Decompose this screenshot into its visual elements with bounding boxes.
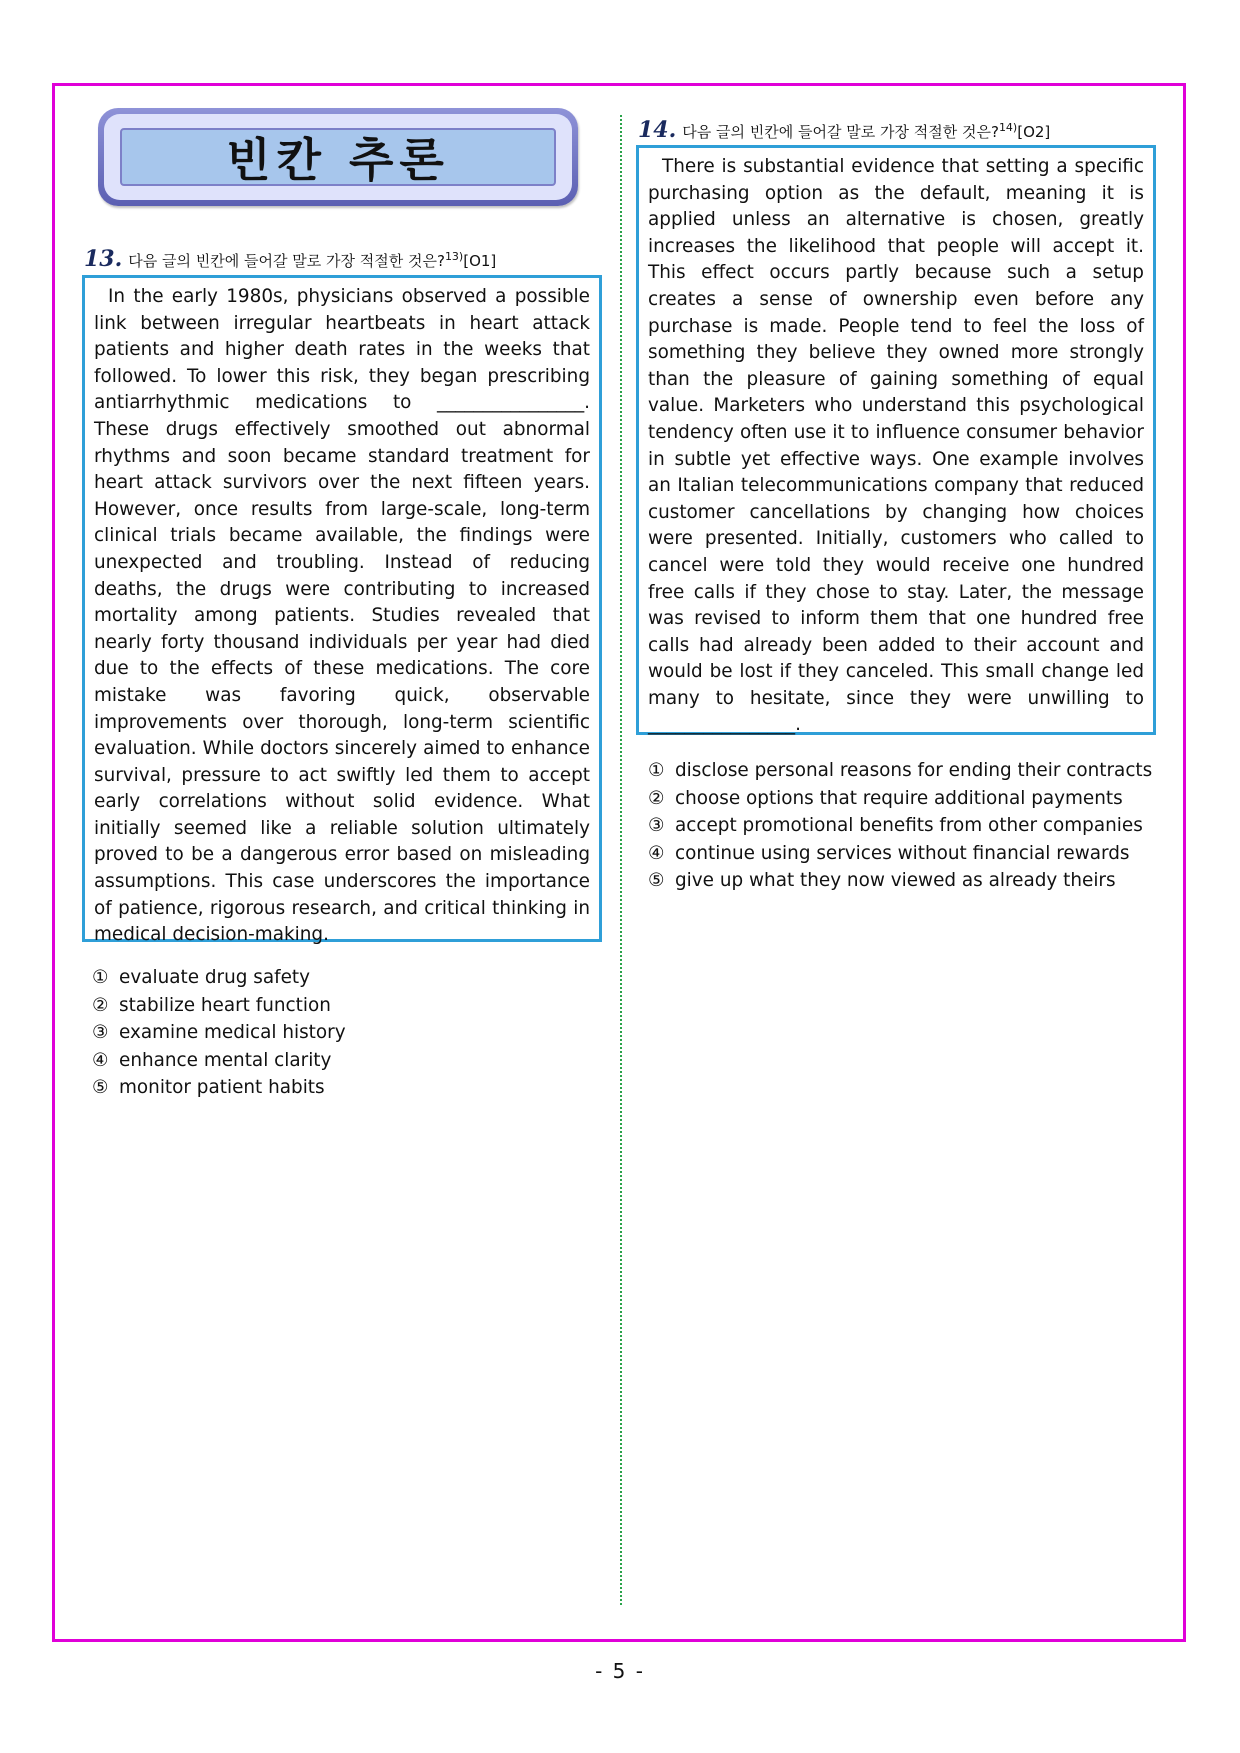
choice-5[interactable] bbox=[648, 867, 1152, 895]
choice-mark: ② bbox=[648, 787, 665, 809]
question-ref: 14) bbox=[998, 121, 1018, 134]
choice-2[interactable] bbox=[648, 785, 1152, 813]
question-number: 13. bbox=[84, 246, 123, 272]
question-prompt: 다음 글의 빈칸에 들어갈 말로 가장 적절한 것은? bbox=[128, 252, 445, 270]
question-14-header bbox=[638, 117, 1050, 143]
passage-text: There is substantial evidence that setting a specific purchasing option as the default, meaning it is applied unless an alternative is chosen, greatly increases the likelihood that people will accept it. This effect occurs partly because such a setup creates a sense of ownership even before any purchase is made. People tend to feel the loss of something they believe they owned more strongly than the pleasure of gaining something of equal value. Marketers who understand this psychological tendency often use it to influence consumer behavior in subtle yet effective ways. One example involves an Italian telecommunications company that reduced customer cancellations by changing how choices were presented. Initially, customers who called to cancel were told they would receive one hundred free calls if they chose to stay. Later, the message was revised to inform them that one hundred free calls had already been added to their account and would be lost if they canceled. This small change led many to hesitate, since they were unwilling to ________________. bbox=[648, 156, 1144, 736]
column-divider bbox=[620, 115, 622, 1605]
section-banner bbox=[98, 108, 578, 206]
question-14-passage bbox=[636, 145, 1156, 735]
choice-text: stabilize heart function bbox=[119, 994, 331, 1016]
question-13-choices bbox=[92, 964, 346, 1102]
choice-mark: ③ bbox=[648, 815, 665, 836]
choice-text: examine medical history bbox=[119, 1022, 346, 1043]
question-code: [O2] bbox=[1017, 123, 1051, 141]
choice-4[interactable] bbox=[92, 1047, 346, 1075]
choice-mark: ⑤ bbox=[648, 870, 665, 891]
question-13-header bbox=[84, 246, 496, 272]
choice-mark: ④ bbox=[648, 842, 665, 864]
choice-text: accept promotional benefits from other companies bbox=[675, 815, 1143, 836]
question-ref: 13) bbox=[444, 250, 464, 263]
choice-text: give up what they now viewed as already theirs bbox=[675, 870, 1116, 891]
choice-mark: ③ bbox=[92, 1022, 109, 1043]
choice-text: disclose personal reasons for ending their contracts bbox=[675, 760, 1153, 781]
page-number: - 5 - bbox=[595, 1659, 645, 1683]
choice-1[interactable] bbox=[648, 757, 1152, 785]
choice-text: continue using services without financial rewards bbox=[675, 842, 1130, 864]
question-code: [O1] bbox=[463, 252, 497, 270]
choice-text: monitor patient habits bbox=[119, 1077, 325, 1098]
choice-mark: ⑤ bbox=[92, 1077, 109, 1098]
choice-4[interactable] bbox=[648, 840, 1152, 868]
choice-3[interactable] bbox=[648, 812, 1152, 840]
choice-text: enhance mental clarity bbox=[119, 1049, 332, 1071]
choice-mark: ② bbox=[92, 994, 109, 1016]
choice-text: choose options that require additional payments bbox=[675, 787, 1123, 809]
question-prompt: 다음 글의 빈칸에 들어갈 말로 가장 적절한 것은? bbox=[682, 123, 999, 141]
section-title: 빈칸 추론 bbox=[226, 133, 450, 187]
choice-2[interactable] bbox=[92, 992, 346, 1020]
choice-text: evaluate drug safety bbox=[119, 967, 311, 988]
question-14-choices bbox=[648, 757, 1152, 895]
question-13-passage bbox=[82, 275, 602, 946]
passage-text: In the early 1980s, physicians observed a possible link between irregular heartbeats in heart attack patients and higher death rates in the weeks that followed. To lower this risk, they began prescribing antiarrhythmic medications to ________________. These drugs effectively smoothed out abnormal rhythms and soon became standard treatment for heart attack survivors over the next fifteen years. However, once results from large-scale, long-term clinical trials became available, the findings were unexpected and troubling. Instead of reducing deaths, the drugs were contributing to increased mortality among patients. Studies revealed that nearly forty thousand individuals per year had died due to the effects of these medications. The core mistake was favoring quick, observable improvements over thorough, long-term scientific evaluation. While doctors sincerely aimed to enhance survival, pressure to act swiftly led them to accept early correlations without solid evidence. What initially seemed like a reliable solution ultimately proved to be a dangerous error based on misleading assumptions. This case underscores the importance of patience, rigorous research, and critical thinking in medical decision-making. bbox=[94, 286, 590, 946]
choice-5[interactable] bbox=[92, 1074, 346, 1102]
choice-1[interactable] bbox=[92, 964, 346, 992]
choice-3[interactable] bbox=[92, 1019, 346, 1047]
choice-mark: ① bbox=[648, 760, 665, 781]
choice-mark: ① bbox=[92, 967, 109, 988]
question-number: 14. bbox=[638, 117, 677, 143]
choice-mark: ④ bbox=[92, 1049, 109, 1071]
